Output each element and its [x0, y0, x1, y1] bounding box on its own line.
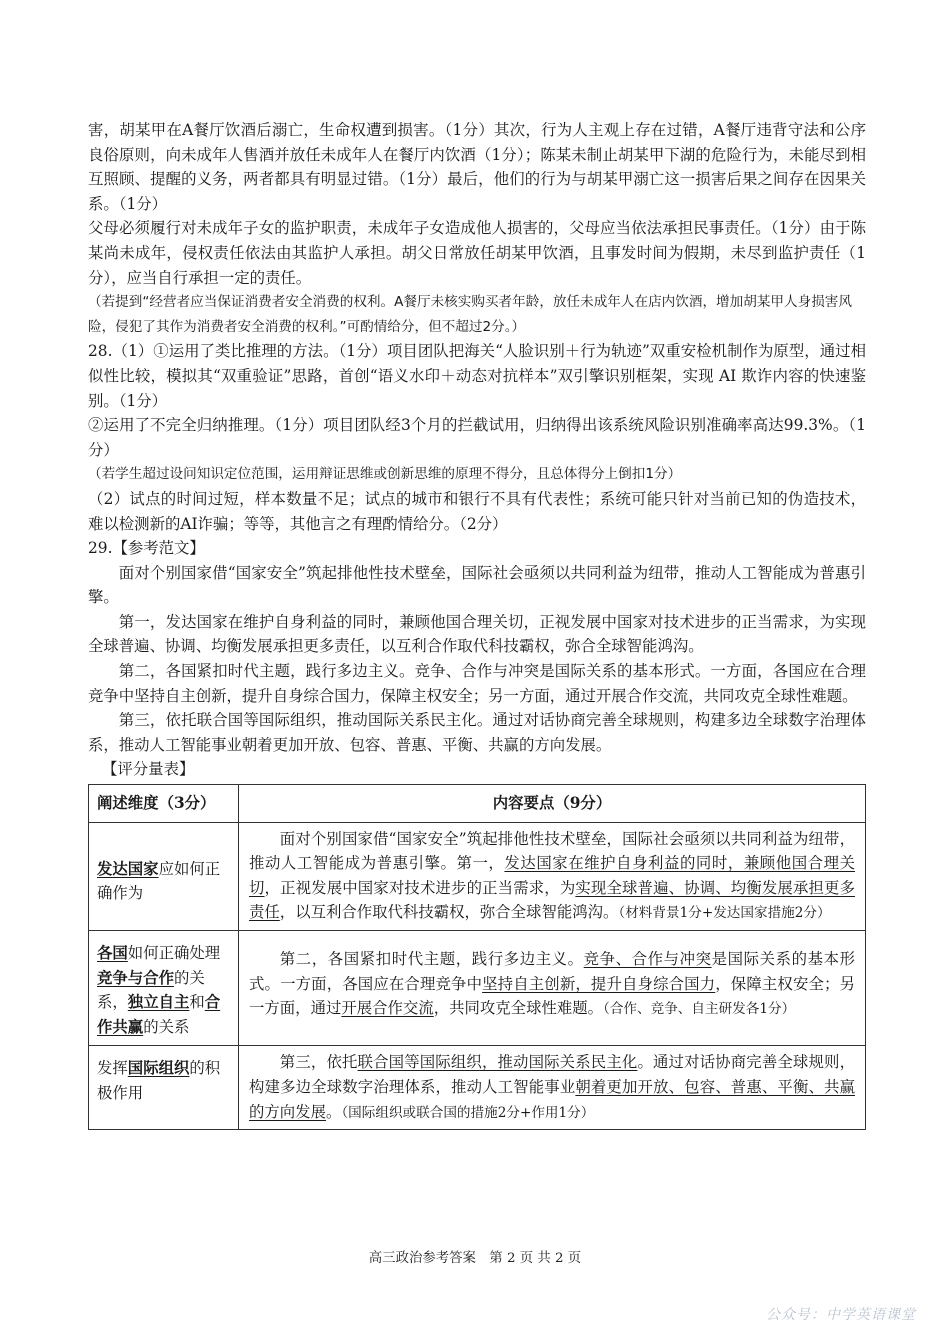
essay-paragraph: 第一，发达国家在维护自身利益的同时，兼顾他国合理关切，正视发展中国家对技术进步的正当需求，为实现全球普遍、协调、均衡发展承担更多责任，以互利合作取代科技霸权，弥合全球智能鸿沟。	[88, 612, 866, 656]
answer-content	[88, 118, 866, 1130]
q28-part1-b: ②运用了不完全归纳推理。（1分）项目团队经3个月的拦截试用，归纳得出该系统风险识别准确率高达99.3%。（1分）	[88, 416, 866, 459]
table-header-row	[89, 785, 866, 823]
scoring-note: （若提到“经营者应当保证消费者安全消费的权利。A餐厅未核实购买者年龄，放任未成年人在店内饮酒，增加胡某甲人身损害风险，侵犯了其作为消费者安全消费的权利。”可酌情给分，但不超过2分。）	[88, 294, 852, 335]
dimension-cell: 各国如何正确处理竞争与合作的关系，独立自主和合作共赢的关系	[89, 931, 239, 1046]
essay-paragraph: 第二，各国紧扣时代主题，践行多边主义。竞争、合作与冲突是国际关系的基本形式。一方面，各国应在合理竞争中坚持自主创新，提升自身综合国力，保障主权安全；另一方面，通过开展合作交流，共同攻克全球性难题。	[88, 662, 866, 705]
page-footer: 高三政治参考答案 第 2 页 共 2 页	[368, 1251, 582, 1266]
table-row	[89, 822, 866, 930]
content-cell: 第二，各国紧扣时代主题，践行多边主义。竞争、合作与冲突是国际关系的基本形式。一方面，各国应在合理竞争中坚持自主创新，提升自身综合国力，保障主权安全；另一方面，通过开展合作交流，共同攻克全球性难题。（合作、竞争、自主研发各1分）	[239, 931, 866, 1046]
rubric-title: 【评分量表】	[102, 760, 195, 779]
dimension-cell: 发挥国际组织的积极作用	[89, 1046, 239, 1130]
rubric-table	[88, 784, 866, 1130]
dimension-cell: 发达国家应如何正确作为	[89, 822, 239, 930]
watermark-text: 公众号：中学英语课堂	[766, 1307, 916, 1323]
q29-title: 29.【参考范文】	[88, 539, 205, 558]
header-dimension: 阐述维度（3分）	[89, 785, 239, 823]
table-row	[89, 931, 866, 1046]
content-cell: 面对个别国家借“国家安全”筑起排他性技术壁垒，国际社会亟须以共同利益为纽带，推动人工智能成为普惠引擎。第一，发达国家在维护自身利益的同时，兼顾他国合理关切，正视发展中国家对技术进步的正当需求，为实现全球普遍、协调、均衡发展承担更多责任，以互利合作取代科技霸权，弥合全球智能鸿沟。（材料背景1分+发达国家措施2分）	[239, 822, 866, 930]
header-content: 内容要点（9分）	[239, 785, 866, 823]
table-row	[89, 1046, 866, 1130]
essay-paragraph: 第三，依托联合国等国际组织，推动国际关系民主化。通过对话协商完善全球规则，构建多边全球数字治理体系，推动人工智能事业朝着更加开放、包容、普惠、平衡、共赢的方向发展。	[88, 711, 866, 754]
q28-part1-a: 28.（1）①运用了类比推理的方法。（1分）项目团队把海关“人脸识别＋行为轨迹”双重安检机制作为原型，通过相似性比较，模拟其“双重验证”思路，首创“语义水印＋动态对抗样本”双引擎识别框架，实现 AI 欺诈内容的快速鉴别。（1分）	[88, 342, 866, 410]
essay-paragraph: 面对个别国家借“国家安全”筑起排他性技术壁垒，国际社会亟须以共同利益为纽带，推动人工智能成为普惠引擎。	[88, 563, 866, 607]
scoring-note: （若学生超过设问知识定位范围，运用辩证思维或创新思维的原理不得分，且总体得分上倒扣1分）	[88, 466, 682, 483]
q28-part2: （2）试点的时间过短，样本数量不足；试点的城市和银行不具有代表性；系统可能只针对当前已知的伪造技术，难以检测新的AI诈骗；等等，其他言之有理酌情给分。（2分）	[88, 489, 866, 533]
content-cell: 第三，依托联合国等国际组织，推动国际关系民主化。通过对话协商完善全球规则，构建多边全球数字治理体系，推动人工智能事业朝着更加开放、包容、普惠、平衡、共赢的方向发展。（国际组织或联合国的措施2分+作用1分）	[239, 1046, 866, 1130]
answer-paragraph: 父母必须履行对未成年子女的监护职责，未成年子女造成他人损害的，父母应当依法承担民事责任。（1分）由于陈某尚未成年，侵权责任依法由其监护人承担。胡父日常放任胡某甲饮酒，且事发时间为假期，未尽到监护责任（1分），应当自行承担一定的责任。	[88, 219, 866, 287]
answer-paragraph: 害，胡某甲在A餐厅饮酒后溺亡，生命权遭到损害。（1分）其次，行为人主观上存在过错，A餐厅违背守法和公序良俗原则，向未成年人售酒并放任未成年人在餐厅内饮酒（1分）；陈某未制止胡某甲下湖的危险行为，未能尽到相互照顾、提醒的义务，两者都具有明显过错。（1分）最后，他们的行为与胡某甲溺亡这一损害后果之间存在因果关系。（1分）	[88, 121, 866, 213]
